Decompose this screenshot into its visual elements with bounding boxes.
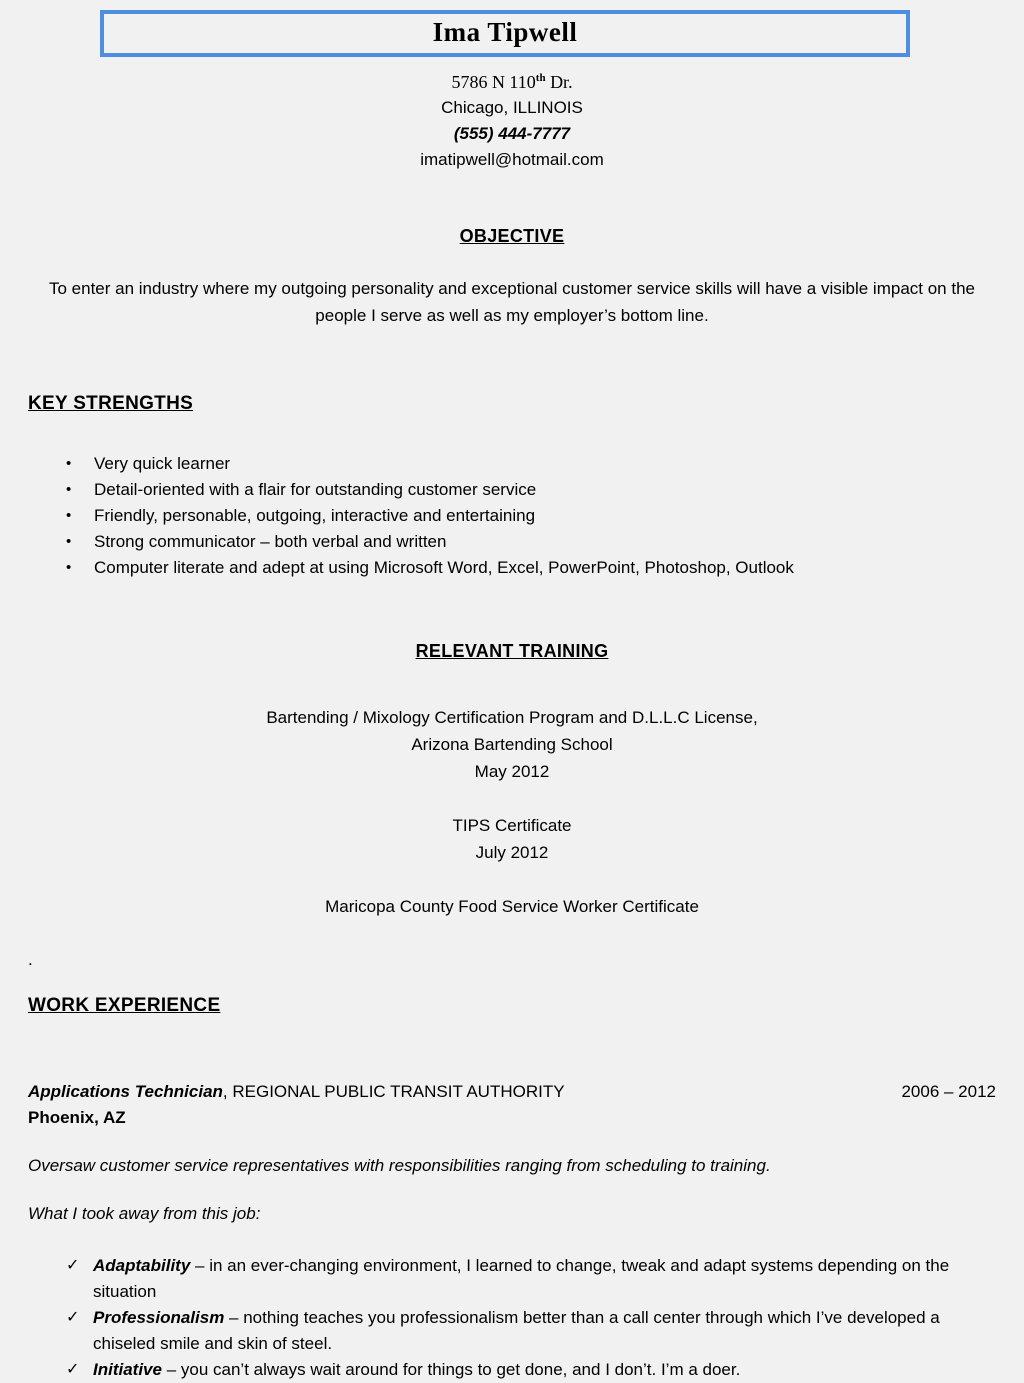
takeaway-body: – you can’t always wait around for things to get done, and I don’t. I’m a doer. — [161, 1360, 741, 1379]
job-location: Phoenix, AZ — [28, 1108, 126, 1127]
takeaways-list — [28, 1253, 996, 1383]
check-icon: ✓ — [66, 1257, 80, 1274]
bullet-icon: • — [66, 533, 72, 550]
training-line: July 2012 — [475, 843, 549, 862]
strength-text: Very quick learner — [94, 454, 231, 473]
job-summary: Oversaw customer service representatives with responsibilities ranging from scheduling to training. — [28, 1156, 771, 1175]
takeaway-body: – in an ever-changing environment, I learned to change, tweak and adapt systems depending on the situation — [93, 1256, 950, 1301]
list-item — [66, 503, 996, 529]
takeaway-text — [93, 1253, 973, 1305]
training-entry — [28, 812, 996, 866]
training-line: Bartending / Mixology Certification Program and D.L.L.C License, — [266, 708, 758, 727]
strength-text: Detail-oriented with a flair for outstanding customer service — [94, 480, 537, 499]
address-street — [28, 65, 996, 95]
takeaway-lead: Initiative — [93, 1360, 162, 1379]
contact-block — [28, 65, 996, 173]
takeaway-text — [93, 1305, 973, 1357]
email-address: imatipwell@hotmail.com — [420, 150, 604, 169]
job-company: , REGIONAL PUBLIC TRANSIT AUTHORITY — [222, 1082, 565, 1101]
list-item — [66, 477, 996, 503]
list-item — [66, 451, 996, 477]
job-dates: 2006 – 2012 — [901, 1082, 996, 1101]
list-item — [66, 1357, 996, 1383]
training-line: TIPS Certificate — [452, 816, 572, 835]
list-item — [66, 529, 996, 555]
strength-text: Friendly, personable, outgoing, interactive and entertaining — [94, 506, 536, 525]
person-name: Ima Tipwell — [432, 17, 578, 47]
takeaway-lead: Adaptability — [93, 1256, 191, 1275]
training-entry — [28, 704, 996, 785]
stray-period: . — [28, 950, 33, 969]
bullet-icon: • — [66, 559, 72, 576]
training-line: May 2012 — [474, 762, 550, 781]
phone-number: (555) 444-7777 — [453, 124, 571, 143]
takeaway-body: – nothing teaches you professionalism better than a call center through which I’ve developed a chiseled smile and skin of steel. — [93, 1308, 940, 1353]
takeaway-label: What I took away from this job: — [28, 1204, 261, 1223]
address-city: Chicago, ILLINOIS — [441, 98, 583, 117]
bullet-icon: • — [66, 481, 72, 498]
key-strengths-list — [28, 451, 996, 581]
name-box — [100, 10, 910, 57]
training-entry — [28, 893, 996, 920]
check-icon: ✓ — [66, 1309, 80, 1326]
key-strengths-heading: KEY STRENGTHS — [28, 393, 194, 414]
work-experience-heading: WORK EXPERIENCE — [28, 995, 221, 1016]
check-icon: ✓ — [66, 1361, 80, 1378]
training-line: Maricopa County Food Service Worker Certificate — [325, 897, 699, 916]
list-item — [66, 1305, 996, 1357]
list-item — [66, 555, 996, 581]
address-street-suffix: Dr. — [545, 72, 573, 92]
job-title-company — [28, 1079, 565, 1105]
job-title: Applications Technician — [28, 1082, 223, 1101]
address-street-number: 5786 N 110 — [451, 72, 536, 92]
bullet-icon: • — [66, 455, 72, 472]
address-street-ordinal: th — [535, 72, 546, 84]
takeaway-lead: Professionalism — [93, 1308, 225, 1327]
training-line: Arizona Bartending School — [411, 735, 613, 754]
bullet-icon: • — [66, 507, 72, 524]
relevant-training-heading: RELEVANT TRAINING — [415, 641, 609, 661]
takeaway-text — [93, 1357, 740, 1383]
strength-text: Strong communicator – both verbal and written — [94, 532, 447, 551]
list-item — [66, 1253, 996, 1305]
objective-heading: OBJECTIVE — [459, 226, 565, 246]
strength-text: Computer literate and adept at using Microsoft Word, Excel, PowerPoint, Photoshop, Outlook — [94, 558, 794, 577]
job-header-row — [28, 1079, 996, 1105]
objective-text: To enter an industry where my outgoing personality and exceptional customer service skills will have a visible impact on the people I serve as well as my employer’s bottom line. — [48, 279, 975, 325]
